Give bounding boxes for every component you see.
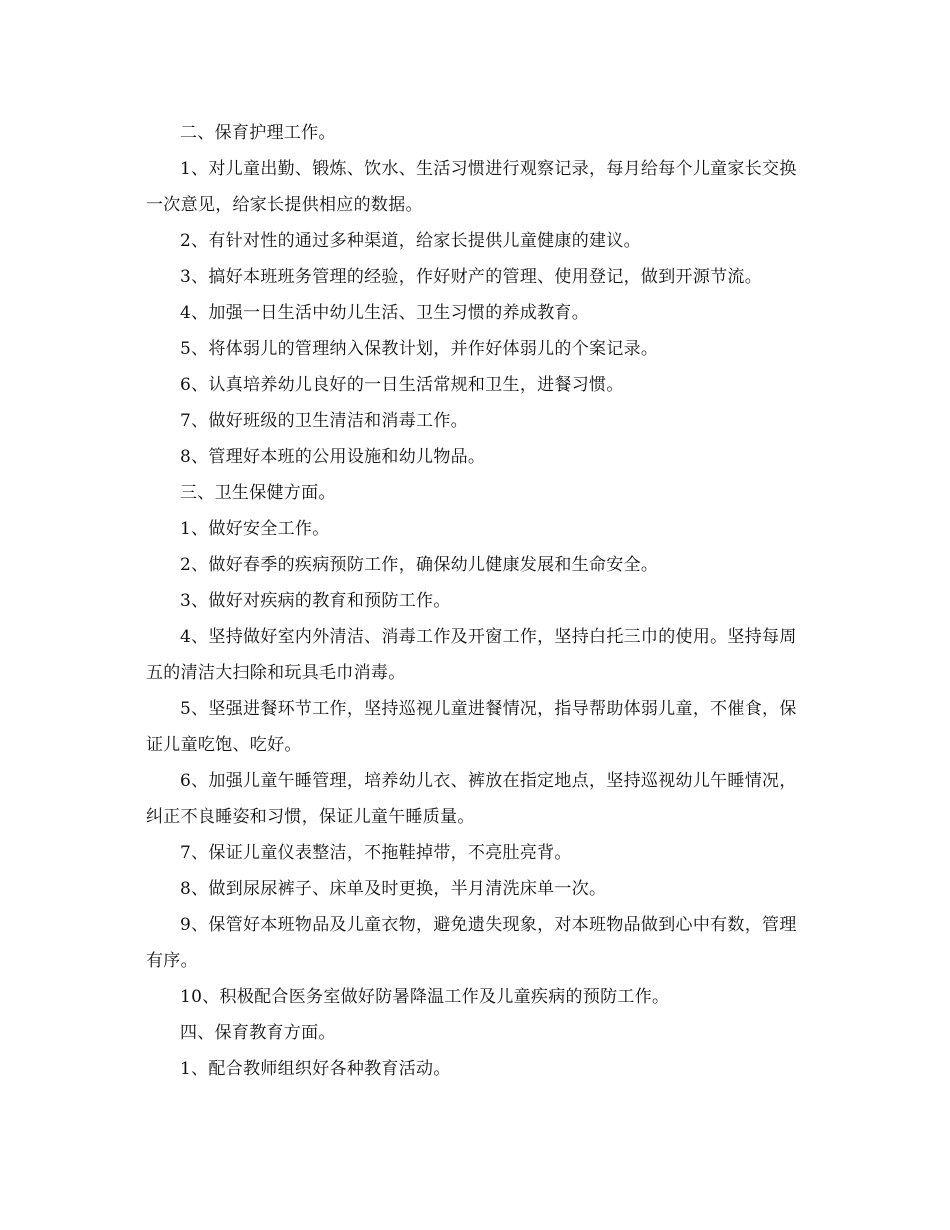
paragraph-item-5: 5、坚强进餐环节工作，坚持巡视儿童进餐情况，指导帮助体弱儿童，不催食，保证儿童吃饱、吃好。	[146, 699, 797, 755]
paragraph-item-9: 9、保管好本班物品及儿童衣物，避免遗失现象，对本班物品做到心中有数，管理有序。	[146, 915, 797, 971]
section-heading-2: 二、保育护理工作。	[180, 123, 336, 143]
section-heading-4: 四、保育教育方面。	[180, 1023, 336, 1043]
paragraph-item-4: 4、加强一日生活中幼儿生活、卫生习惯的养成教育。	[180, 303, 590, 323]
paragraph-item-1: 1、对儿童出勤、锻炼、饮水、生活习惯进行观察记录，每月给每个儿童家长交换一次意见，给家长提供相应的数据。	[146, 159, 797, 215]
paragraph-item-3: 3、搞好本班班务管理的经验，作好财产的管理、使用登记，做到开源节流。	[180, 267, 763, 287]
paragraph-item-8: 8、管理好本班的公用设施和幼儿物品。	[180, 447, 486, 467]
paragraph-item-10: 10、积极配合医务室做好防暑降温工作及儿童疾病的预防工作。	[180, 987, 670, 1007]
paragraph-item-1: 1、做好安全工作。	[180, 519, 330, 539]
paragraph-item-6: 6、加强儿童午睡管理，培养幼儿衣、裤放在指定地点，坚持巡视幼儿午睡情况，纠正不良睡姿和习惯，保证儿童午睡质量。	[146, 771, 797, 827]
section-heading-3: 三、卫生保健方面。	[180, 483, 336, 503]
paragraph-item-2: 2、有针对性的通过多种渠道，给家长提供儿童健康的建议。	[180, 231, 641, 251]
paragraph-item-7: 7、保证儿童仪表整洁，不拖鞋掉带，不亮肚亮背。	[180, 843, 572, 863]
paragraph-item-6: 6、认真培养幼儿良好的一日生活常规和卫生，进餐习惯。	[180, 375, 624, 395]
paragraph-item-4: 4、坚持做好室内外清洁、消毒工作及开窗工作，坚持白托三巾的使用。坚持每周五的清洁大扫除和玩具毛巾消毒。	[146, 627, 797, 683]
paragraph-item-1: 1、配合教师组织好各种教育活动。	[180, 1059, 451, 1079]
document-body	[146, 115, 806, 1087]
paragraph-item-2: 2、做好春季的疾病预防工作，确保幼儿健康发展和生命安全。	[180, 555, 659, 575]
paragraph-item-7: 7、做好班级的卫生清洁和消毒工作。	[180, 411, 468, 431]
paragraph-item-5: 5、将体弱儿的管理纳入保教计划，并作好体弱儿的个案记录。	[180, 339, 659, 359]
paragraph-item-3: 3、做好对疾病的教育和预防工作。	[180, 591, 451, 611]
paragraph-item-8: 8、做到尿尿裤子、床单及时更换，半月清洗床单一次。	[180, 879, 607, 899]
